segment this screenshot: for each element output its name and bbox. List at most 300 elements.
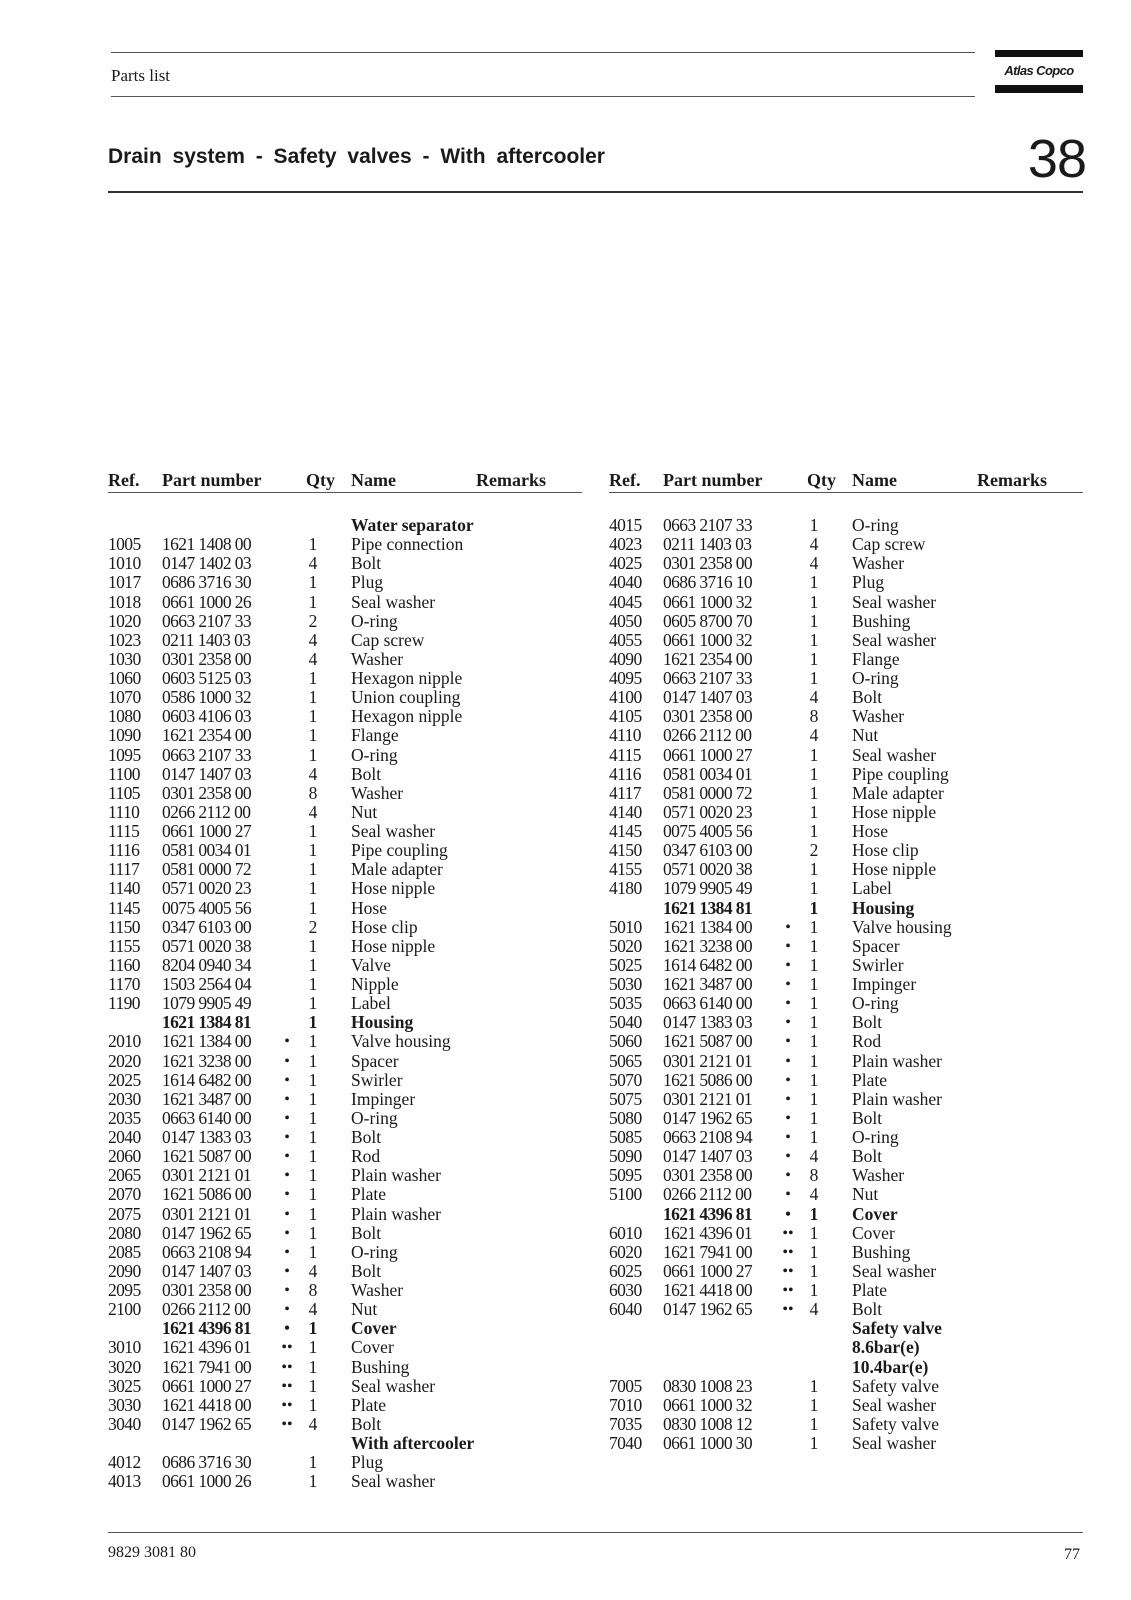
- qty-cell: 1: [809, 648, 819, 669]
- table-row: [108, 573, 582, 592]
- name-cell: Bolt: [351, 1127, 382, 1147]
- part-number-cell: 0266 2112 00: [663, 725, 752, 746]
- ref-cell: 2040: [108, 1127, 141, 1147]
- part-number-cell: 0266 2112 00: [162, 801, 251, 822]
- part-number-cell: 1621 3487 00: [663, 974, 753, 994]
- name-cell: O-ring: [852, 515, 899, 535]
- ref-cell: 1060: [108, 668, 141, 688]
- part-number-cell: 0301 2121 01: [162, 1165, 252, 1186]
- level-dot-cell: •: [284, 1262, 290, 1280]
- part-number-cell: 0661 1000 30: [663, 1433, 753, 1453]
- ref-cell: 1090: [108, 725, 141, 746]
- qty-cell: 1: [809, 935, 819, 956]
- qty-cell: 1: [809, 1241, 819, 1262]
- level-dot-cell: •: [785, 1205, 791, 1223]
- header-top-rule: [111, 52, 975, 53]
- name-cell: Bolt: [351, 1260, 382, 1281]
- name-cell: Plain washer: [351, 1165, 441, 1186]
- name-cell: Washer: [351, 1280, 404, 1300]
- page-title: Drain system - Safety valves - With aftercooler: [108, 145, 605, 168]
- qty-cell: 1: [809, 591, 819, 612]
- table-row: [609, 803, 1083, 822]
- part-number-cell: 1621 1384 81: [663, 897, 753, 918]
- part-number-cell: 0603 4106 03: [162, 706, 252, 727]
- level-dot-cell: ••: [782, 1301, 794, 1319]
- part-number-cell: 1614 6482 00: [663, 954, 753, 975]
- table-row: [108, 1071, 582, 1090]
- ref-cell: 4012: [108, 1452, 141, 1473]
- table-row: [609, 1013, 1083, 1032]
- ref-cell: 5065: [609, 1050, 642, 1071]
- level-dot-cell: ••: [281, 1415, 293, 1433]
- name-cell: Valve housing: [351, 1031, 451, 1052]
- ref-cell: 1150: [108, 916, 140, 937]
- table-row: [108, 1396, 582, 1415]
- name-cell: Bolt: [852, 1012, 883, 1033]
- qty-cell: 4: [308, 629, 318, 650]
- qty-cell: 1: [809, 572, 819, 593]
- name-cell: O-ring: [351, 744, 398, 765]
- name-cell: Plate: [852, 1280, 887, 1300]
- table-row: [108, 822, 582, 841]
- table-row: [609, 784, 1083, 803]
- qty-cell: 4: [809, 725, 819, 746]
- ref-cell: 7040: [609, 1433, 642, 1453]
- level-dot-cell: •: [785, 956, 791, 974]
- name-cell: 10.4bar(e): [852, 1356, 929, 1377]
- part-number-cell: 0686 3716 10: [663, 572, 753, 593]
- name-cell: O-ring: [852, 668, 899, 688]
- table-row: [108, 746, 582, 765]
- part-number-cell: 1621 4418 00: [663, 1280, 753, 1300]
- name-cell: Label: [351, 993, 391, 1014]
- table-row: [609, 1052, 1083, 1071]
- part-number-cell: 0147 1962 65: [162, 1222, 252, 1243]
- qty-cell: 1: [308, 1127, 318, 1147]
- qty-cell: 1: [809, 763, 819, 784]
- qty-cell: 1: [809, 1394, 819, 1415]
- name-cell: Plain washer: [852, 1088, 942, 1109]
- table-row: [609, 612, 1083, 631]
- part-number-cell: 0663 2107 33: [162, 610, 252, 631]
- level-dot-cell: •: [785, 1167, 791, 1185]
- ref-cell: 5070: [609, 1069, 642, 1090]
- qty-cell: 4: [809, 1146, 819, 1167]
- table-row: [609, 746, 1083, 765]
- name-cell: Plug: [351, 1452, 384, 1473]
- qty-cell: 1: [308, 1318, 318, 1339]
- ref-cell: 2020: [108, 1050, 141, 1071]
- qty-cell: 1: [809, 1260, 819, 1281]
- qty-cell: 1: [809, 954, 819, 975]
- ref-cell: 1020: [108, 610, 141, 631]
- ref-cell: 5080: [609, 1107, 642, 1128]
- ref-cell: 5095: [609, 1165, 642, 1186]
- qty-cell: 1: [809, 859, 819, 880]
- part-number-cell: 0211 1403 03: [162, 629, 251, 650]
- level-dot-cell: •: [284, 1148, 290, 1166]
- qty-cell: 1: [809, 1203, 819, 1224]
- ref-cell: 4013: [108, 1471, 141, 1492]
- name-cell: Male adapter: [351, 859, 443, 880]
- level-dot-cell: ••: [782, 1224, 794, 1242]
- level-dot-cell: •: [284, 1282, 290, 1299]
- table-row: [108, 1147, 582, 1166]
- qty-cell: 1: [809, 668, 819, 688]
- part-number-cell: 0661 1000 27: [663, 744, 753, 765]
- ref-cell: 1030: [108, 648, 141, 669]
- qty-cell: 1: [809, 916, 819, 937]
- part-number-cell: 1503 2564 04: [162, 974, 252, 994]
- qty-cell: 1: [809, 821, 819, 841]
- level-dot-cell: •: [284, 1224, 290, 1242]
- table-row: [108, 535, 582, 554]
- table-row: [609, 554, 1083, 573]
- part-number-cell: 0075 4005 56: [162, 897, 252, 918]
- table-row: [108, 1224, 582, 1243]
- table-row: [609, 1224, 1083, 1243]
- name-cell: Spacer: [351, 1050, 399, 1071]
- table-row: [609, 1358, 1083, 1377]
- title-rule: [108, 191, 1083, 193]
- table-row: [609, 631, 1083, 650]
- qty-cell: 1: [308, 1471, 318, 1492]
- qty-cell: 1: [809, 878, 819, 899]
- ref-cell: 2100: [108, 1299, 141, 1320]
- ref-cell: 4145: [609, 821, 642, 841]
- table-row: [108, 1377, 582, 1396]
- name-cell: Cap screw: [351, 629, 425, 650]
- name-cell: Bolt: [351, 553, 382, 574]
- qty-cell: 1: [809, 782, 819, 803]
- qty-cell: 1: [809, 897, 819, 918]
- level-dot-cell: ••: [782, 1262, 794, 1280]
- table-row: [609, 1166, 1083, 1185]
- name-cell: Male adapter: [852, 782, 944, 803]
- part-number-cell: 1621 5087 00: [162, 1146, 252, 1167]
- qty-cell: 1: [308, 572, 318, 593]
- footer-doc-number: 9829 3081 80: [108, 1544, 196, 1561]
- name-cell: Cover: [852, 1222, 895, 1243]
- qty-cell: 4: [308, 1413, 318, 1434]
- ref-cell: 1140: [108, 878, 140, 899]
- table-row: [609, 1090, 1083, 1109]
- part-number-cell: 1621 1384 00: [663, 916, 753, 937]
- qty-cell: 1: [308, 1203, 318, 1224]
- ref-cell: 3030: [108, 1394, 141, 1415]
- name-cell: Housing: [852, 897, 915, 918]
- table-row: [609, 1377, 1083, 1396]
- table-row: [108, 650, 582, 669]
- table-row: [108, 803, 582, 822]
- table-row: [609, 1071, 1083, 1090]
- ref-cell: 2060: [108, 1146, 141, 1167]
- table-row: [609, 1243, 1083, 1262]
- table-row: [609, 1147, 1083, 1166]
- qty-cell: 1: [308, 840, 318, 861]
- qty-cell: 4: [809, 534, 819, 555]
- qty-cell: 1: [809, 1413, 819, 1434]
- name-cell: Plain washer: [852, 1050, 942, 1071]
- level-dot-cell: •: [284, 1033, 290, 1051]
- table-row: [108, 956, 582, 975]
- table-row: [108, 1434, 582, 1453]
- name-cell: Pipe coupling: [852, 763, 949, 784]
- table-row: [609, 860, 1083, 879]
- part-number-cell: 0686 3716 30: [162, 1452, 252, 1473]
- part-number-cell: 0830 1008 12: [663, 1413, 753, 1434]
- part-number-cell: 0661 1000 27: [162, 821, 252, 841]
- ref-cell: 5060: [609, 1031, 642, 1052]
- qty-cell: 1: [809, 974, 819, 994]
- parts-column-right: [609, 470, 1083, 1453]
- name-cell: Nut: [351, 1299, 378, 1320]
- table-row: [609, 1185, 1083, 1204]
- qty-cell: 1: [308, 1088, 318, 1109]
- ref-cell: 1005: [108, 534, 141, 555]
- part-number-cell: 0830 1008 23: [663, 1375, 753, 1396]
- qty-cell: 1: [308, 1222, 318, 1243]
- name-cell: Washer: [351, 782, 404, 803]
- part-number-cell: 0147 1383 03: [663, 1012, 753, 1033]
- name-cell: O-ring: [351, 1241, 398, 1262]
- qty-cell: 1: [809, 1050, 819, 1071]
- col-header-name: Name: [351, 470, 396, 490]
- level-dot-cell: •: [284, 1071, 290, 1089]
- ref-cell: 1018: [108, 591, 141, 612]
- name-cell: Hexagon nipple: [351, 668, 463, 688]
- parts-column-left: [108, 470, 582, 1491]
- part-number-cell: 1621 3238 00: [663, 935, 753, 956]
- table-row: [108, 631, 582, 650]
- qty-cell: 1: [809, 744, 819, 765]
- level-dot-cell: ••: [281, 1339, 293, 1357]
- part-number-cell: 0581 0034 01: [663, 763, 753, 784]
- name-cell: Plate: [351, 1184, 386, 1205]
- part-number-cell: 0661 1000 32: [663, 1394, 753, 1415]
- part-number-cell: 0663 6140 00: [663, 993, 753, 1014]
- name-cell: Seal washer: [852, 1433, 937, 1453]
- table-row: [108, 612, 582, 631]
- name-cell: Swirler: [852, 954, 904, 975]
- ref-cell: 5090: [609, 1146, 642, 1167]
- ref-cell: 3040: [108, 1413, 141, 1434]
- table-row: [609, 1109, 1083, 1128]
- table-row: [108, 879, 582, 898]
- qty-cell: 1: [308, 1375, 318, 1396]
- ref-cell: 4117: [609, 782, 641, 803]
- table-row: [609, 573, 1083, 592]
- part-number-cell: 0581 0000 72: [663, 782, 753, 803]
- ref-cell: 4115: [609, 744, 641, 765]
- part-number-cell: 1621 3238 00: [162, 1050, 252, 1071]
- ref-cell: 2080: [108, 1222, 141, 1243]
- level-dot-cell: •: [785, 1052, 791, 1070]
- ref-cell: 6010: [609, 1222, 642, 1243]
- part-number-cell: 1621 4396 81: [162, 1318, 252, 1339]
- name-cell: Hose clip: [852, 840, 919, 861]
- qty-cell: 1: [809, 1107, 819, 1128]
- part-number-cell: 0147 1407 03: [162, 1260, 252, 1281]
- table-row: [609, 765, 1083, 784]
- name-cell: Plug: [351, 572, 384, 593]
- ref-cell: 2025: [108, 1069, 141, 1090]
- name-cell: Bolt: [852, 1146, 883, 1167]
- ref-cell: 1070: [108, 687, 141, 708]
- name-cell: Union coupling: [351, 687, 461, 708]
- table-row: [609, 937, 1083, 956]
- part-number-cell: 0301 2358 00: [663, 553, 753, 574]
- part-number-cell: 0301 2121 01: [663, 1050, 753, 1071]
- table-row: [609, 593, 1083, 612]
- ref-cell: 2075: [108, 1203, 141, 1224]
- ref-cell: 1017: [108, 572, 141, 593]
- ref-cell: 1190: [108, 993, 140, 1014]
- table-row: [609, 899, 1083, 918]
- level-dot-cell: •: [284, 1052, 290, 1070]
- level-dot-cell: ••: [782, 1282, 794, 1299]
- ref-cell: 1116: [108, 840, 140, 861]
- col-header-qty: Qty: [807, 470, 836, 490]
- level-dot-cell: •: [785, 995, 791, 1013]
- name-cell: Plain washer: [351, 1203, 441, 1224]
- table-row: [108, 784, 582, 803]
- name-cell: Nut: [852, 725, 879, 746]
- ref-cell: 2090: [108, 1260, 141, 1281]
- table-row: [609, 1300, 1083, 1319]
- ref-cell: 3010: [108, 1337, 141, 1358]
- name-cell: O-ring: [852, 1127, 899, 1147]
- part-number-cell: 0581 0000 72: [162, 859, 252, 880]
- part-number-cell: 1621 1384 00: [162, 1031, 252, 1052]
- part-number-cell: 0661 1000 32: [663, 629, 753, 650]
- qty-cell: 1: [308, 1146, 318, 1167]
- level-dot-cell: ••: [281, 1377, 293, 1395]
- name-cell: Seal washer: [351, 1471, 436, 1492]
- level-dot-cell: •: [785, 1109, 791, 1127]
- table-row: [108, 937, 582, 956]
- name-cell: Seal washer: [351, 1375, 436, 1396]
- qty-cell: 1: [308, 993, 318, 1014]
- part-number-cell: 1621 5086 00: [162, 1184, 252, 1205]
- ref-cell: 6020: [609, 1241, 642, 1262]
- table-row: [108, 975, 582, 994]
- part-number-cell: 1621 3487 00: [162, 1088, 252, 1109]
- qty-cell: 4: [308, 648, 318, 669]
- ref-cell: 2070: [108, 1184, 141, 1205]
- qty-cell: 8: [809, 706, 819, 727]
- qty-cell: 1: [308, 1012, 318, 1033]
- qty-cell: 8: [308, 782, 318, 803]
- ref-cell: 5010: [609, 916, 642, 937]
- table-row: [108, 1338, 582, 1357]
- ref-cell: 5020: [609, 935, 642, 956]
- table-row: [108, 1281, 582, 1300]
- table-row: [609, 1396, 1083, 1415]
- level-dot-cell: •: [284, 1243, 290, 1261]
- table-row: [609, 516, 1083, 535]
- ref-cell: 1155: [108, 935, 140, 956]
- level-dot-cell: •: [785, 1129, 791, 1146]
- ref-cell: 3025: [108, 1375, 141, 1396]
- ref-cell: 2095: [108, 1280, 141, 1300]
- table-row: [609, 1128, 1083, 1147]
- ref-cell: 4116: [609, 763, 641, 784]
- table-row: [609, 994, 1083, 1013]
- part-number-cell: 0301 2121 01: [663, 1088, 753, 1109]
- table-row: [609, 841, 1083, 860]
- qty-cell: 1: [809, 1222, 819, 1243]
- part-number-cell: 0605 8700 70: [663, 610, 753, 631]
- qty-cell: 4: [308, 763, 318, 784]
- qty-cell: 1: [308, 1069, 318, 1090]
- ref-cell: 4023: [609, 534, 642, 555]
- table-row: [108, 1013, 582, 1032]
- table-row: [108, 1205, 582, 1224]
- qty-cell: 1: [308, 878, 318, 899]
- ref-cell: 7005: [609, 1375, 642, 1396]
- name-cell: Label: [852, 878, 892, 899]
- table-row: [108, 516, 582, 535]
- col-header-part-number: Part number: [663, 470, 763, 490]
- level-dot-cell: •: [284, 1129, 290, 1146]
- qty-cell: 1: [308, 935, 318, 956]
- logo-top-bar: [995, 50, 1083, 57]
- part-number-cell: 0147 1407 03: [663, 1146, 753, 1167]
- ref-cell: 4095: [609, 668, 642, 688]
- name-cell: Bolt: [852, 687, 883, 708]
- level-dot-cell: •: [785, 937, 791, 955]
- name-cell: Rod: [351, 1146, 381, 1167]
- ref-cell: 4040: [609, 572, 642, 593]
- part-number-cell: 0211 1403 03: [663, 534, 752, 555]
- name-cell: Cover: [351, 1318, 397, 1339]
- table-row: [609, 1415, 1083, 1434]
- ref-cell: 4110: [609, 725, 641, 746]
- ref-cell: 1117: [108, 859, 140, 880]
- part-number-cell: 0586 1000 32: [162, 687, 252, 708]
- level-dot-cell: •: [284, 1186, 290, 1204]
- name-cell: With aftercooler: [351, 1433, 475, 1453]
- qty-cell: 1: [308, 534, 318, 555]
- part-number-cell: 0147 1962 65: [162, 1413, 252, 1434]
- table-row: [108, 1358, 582, 1377]
- level-dot-cell: ••: [281, 1396, 293, 1414]
- part-number-cell: 0301 2358 00: [162, 1280, 252, 1300]
- qty-cell: 1: [809, 1433, 819, 1453]
- table-row: [108, 707, 582, 726]
- name-cell: Seal washer: [351, 821, 436, 841]
- part-number-cell: 1621 2354 00: [663, 648, 753, 669]
- table-row: [609, 650, 1083, 669]
- qty-cell: 1: [308, 1165, 318, 1186]
- part-number-cell: 0301 2358 00: [162, 648, 252, 669]
- name-cell: Valve housing: [852, 916, 952, 937]
- table-row: [609, 1262, 1083, 1281]
- qty-cell: 1: [308, 821, 318, 841]
- level-dot-cell: •: [284, 1109, 290, 1127]
- name-cell: Plate: [852, 1069, 887, 1090]
- col-header-qty: Qty: [306, 470, 335, 490]
- part-number-cell: 0147 1962 65: [663, 1107, 753, 1128]
- qty-cell: 4: [308, 801, 318, 822]
- ref-cell: 1170: [108, 974, 140, 994]
- footer-rule: [108, 1532, 1083, 1533]
- name-cell: Bolt: [852, 1107, 883, 1128]
- col-header-name: Name: [852, 470, 897, 490]
- table-row: [108, 669, 582, 688]
- table-row: [609, 879, 1083, 898]
